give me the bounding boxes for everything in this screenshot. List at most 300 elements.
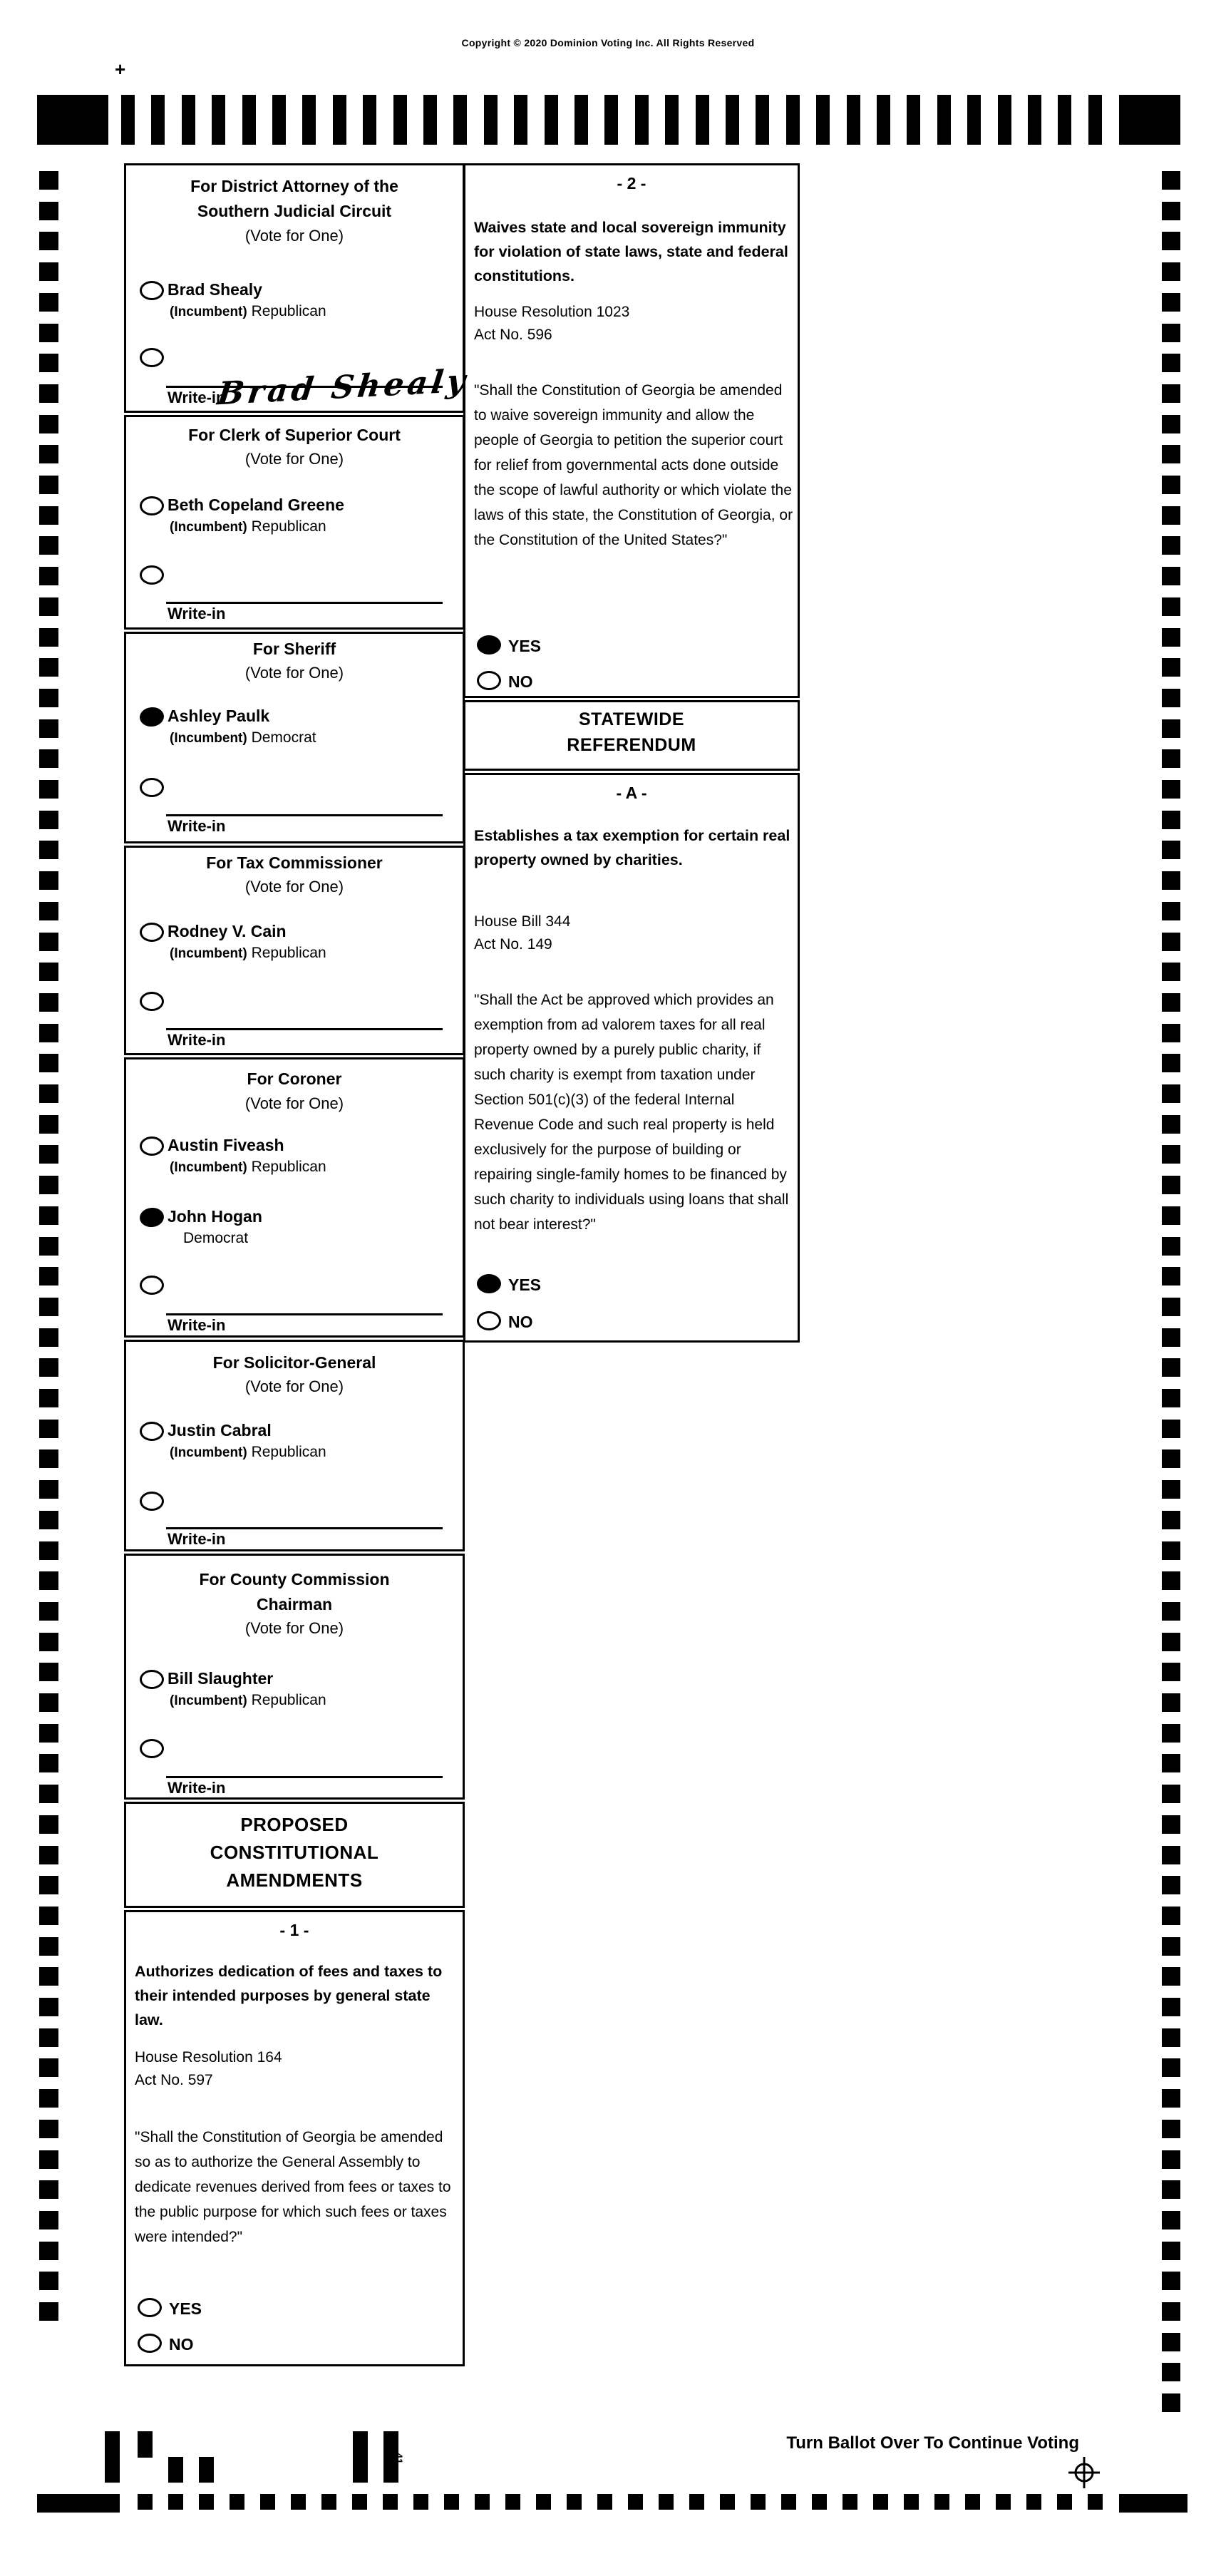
- candidate-detail: [170, 1692, 326, 1709]
- timing-mark: [1162, 1754, 1180, 1772]
- timing-mark: [37, 95, 108, 145]
- candidate-party: Republican: [251, 303, 326, 319]
- timing-mark: [816, 95, 830, 145]
- writein-label: Write-in: [168, 1031, 226, 1049]
- timing-mark: [1162, 171, 1180, 190]
- vote-instruction: (Vote for One): [244, 1377, 344, 1395]
- candidate-oval-ashley-paulk[interactable]: [139, 706, 165, 727]
- candidate-name: Bill Slaughter: [168, 1669, 274, 1688]
- candidate-name: Rodney V. Cain: [168, 922, 287, 940]
- timing-mark: [786, 95, 800, 145]
- timing-mark: [484, 95, 498, 145]
- candidate-name: Brad Shealy: [168, 280, 262, 299]
- incumbent-tag: (Incumbent): [170, 1160, 247, 1175]
- writein-label: Write-in: [168, 1530, 226, 1548]
- incumbent-tag: (Incumbent): [170, 520, 247, 535]
- timing-mark: [393, 95, 407, 145]
- writein-label: Write-in: [168, 389, 226, 406]
- timing-mark: [1088, 95, 1102, 145]
- timing-mark: [39, 597, 58, 616]
- yes-label: YES: [508, 637, 542, 655]
- contest-title: For District Attorney of the: [190, 177, 398, 195]
- timing-mark: [39, 171, 58, 190]
- timing-mark: [321, 2494, 336, 2510]
- timing-mark: [545, 95, 558, 145]
- barcode-bar: [168, 2457, 183, 2483]
- timing-mark: [39, 2058, 58, 2077]
- barcode-bar: [105, 2431, 120, 2483]
- timing-mark: [1162, 841, 1180, 859]
- timing-mark: [39, 1298, 58, 1316]
- timing-mark: [230, 2494, 244, 2510]
- timing-mark: [1162, 1389, 1180, 1407]
- timing-mark: [1162, 324, 1180, 342]
- candidate-detail: [170, 1159, 326, 1176]
- timing-mark: [1162, 993, 1180, 1012]
- no-oval[interactable]: [477, 1311, 501, 1330]
- timing-mark: [1162, 1206, 1180, 1225]
- writein-label: Write-in: [168, 817, 226, 835]
- contest-clerk-superior-court: [124, 415, 465, 630]
- timing-mark: [39, 1998, 58, 2016]
- measure-question: "Shall the Constitution of Georgia be amended so as to authorize the General Assembly to dedicate revenues derived from fees or taxes to the public purpose for which such fees or taxes were intended?": [135, 2129, 451, 2245]
- timing-mark: [665, 95, 679, 145]
- writein-handwriting: Brad Shealy: [215, 362, 471, 413]
- timing-mark: [39, 202, 58, 220]
- vote-instruction: (Vote for One): [244, 878, 344, 896]
- timing-mark: [1162, 811, 1180, 829]
- candidate-party: Republican: [251, 518, 326, 535]
- timing-mark: [1058, 95, 1071, 145]
- timing-mark: [1162, 871, 1180, 890]
- timing-mark: [39, 1206, 58, 1225]
- candidate-party: Republican: [251, 1692, 326, 1708]
- vote-instruction: (Vote for One): [244, 1619, 344, 1637]
- timing-mark: [39, 902, 58, 920]
- candidate-oval-bill-slaughter[interactable]: [140, 1670, 164, 1689]
- timing-mark: [39, 1024, 58, 1042]
- timing-mark: [151, 95, 165, 145]
- timing-mark: [1162, 1937, 1180, 1956]
- timing-mark: [1162, 354, 1180, 372]
- header-line: AMENDMENTS: [226, 1869, 363, 1891]
- timing-mark: [1162, 1267, 1180, 1286]
- incumbent-tag: (Incumbent): [170, 946, 247, 961]
- no-label: NO: [169, 2335, 194, 2354]
- timing-mark: [1162, 719, 1180, 738]
- timing-mark: [199, 2494, 214, 2510]
- measure-summary: Establishes a tax exemption for certain real property owned by charities.: [474, 827, 790, 868]
- contest-sheriff: [124, 632, 465, 843]
- contest-title: For Solicitor-General: [212, 1353, 376, 1372]
- stub-number: 41: [393, 2453, 405, 2464]
- no-oval[interactable]: [477, 671, 501, 690]
- timing-mark: [39, 262, 58, 281]
- measure-summary: Authorizes dedication of fees and taxes to their intended purposes by general state law.: [135, 1963, 443, 2028]
- timing-mark: [39, 993, 58, 1012]
- timing-mark: [39, 445, 58, 463]
- measure-reference: Act No. 596: [474, 327, 552, 343]
- timing-mark: [39, 1115, 58, 1134]
- timing-mark: [1162, 1511, 1180, 1529]
- timing-mark: [39, 2150, 58, 2169]
- writein-line[interactable]: [166, 1028, 443, 1030]
- yes-oval[interactable]: [138, 2298, 162, 2317]
- contest-county-commission-chairman: [124, 1554, 465, 1800]
- timing-mark: [1162, 232, 1180, 250]
- candidate-detail: [170, 303, 326, 320]
- timing-mark: [383, 2494, 398, 2510]
- timing-mark: [39, 384, 58, 403]
- measure-question: "Shall the Constitution of Georgia be amended to waive sovereign immunity and allow the people of Georgia to petition the superior court for relief from governmental acts done outside the scope of lawful authority or which violate the laws of this state, the Constitution of Georgia, or the Constitution of the United States?": [474, 382, 793, 548]
- yes-label: YES: [169, 2299, 202, 2318]
- candidate-name: Beth Copeland Greene: [168, 496, 344, 514]
- timing-mark: [212, 95, 225, 145]
- timing-mark: [1162, 1846, 1180, 1864]
- vote-instruction: (Vote for One): [244, 1094, 344, 1112]
- timing-mark: [1162, 597, 1180, 616]
- timing-mark: [720, 2494, 735, 2510]
- writein-oval[interactable]: [140, 778, 164, 797]
- timing-mark: [1057, 2494, 1072, 2510]
- timing-mark: [843, 2494, 857, 2510]
- timing-mark: [567, 2494, 582, 2510]
- timing-mark: [1162, 658, 1180, 677]
- timing-mark: [39, 536, 58, 555]
- timing-mark: [1162, 1785, 1180, 1803]
- timing-mark: [1162, 445, 1180, 463]
- writein-label: Write-in: [168, 1316, 226, 1334]
- timing-mark: [689, 2494, 704, 2510]
- timing-mark: [444, 2494, 459, 2510]
- timing-mark: [39, 689, 58, 707]
- contest-district-attorney: [124, 163, 471, 413]
- timing-mark: [272, 95, 286, 145]
- timing-mark: [39, 841, 58, 859]
- contest-tax-commissioner: [124, 846, 465, 1055]
- timing-mark: [39, 354, 58, 372]
- writein-line[interactable]: [166, 1527, 443, 1529]
- timing-mark: [39, 1176, 58, 1194]
- writein-oval[interactable]: [140, 565, 164, 585]
- incumbent-tag: (Incumbent): [170, 1445, 247, 1460]
- vote-instruction: (Vote for One): [244, 227, 344, 245]
- header-line: STATEWIDE: [578, 709, 684, 729]
- candidate-name: John Hogan: [168, 1207, 262, 1226]
- writein-oval[interactable]: [140, 992, 164, 1011]
- timing-mark: [39, 2120, 58, 2138]
- timing-mark: [1162, 1541, 1180, 1560]
- timing-mark: [168, 2494, 183, 2510]
- writein-oval[interactable]: [140, 1492, 164, 1511]
- timing-mark: [39, 1937, 58, 1956]
- timing-mark: [39, 1967, 58, 1986]
- candidate-detail: [170, 945, 326, 962]
- timing-mark: [1162, 1633, 1180, 1651]
- timing-mark: [39, 2180, 58, 2199]
- timing-mark: [756, 95, 769, 145]
- timing-mark: [39, 1815, 58, 1834]
- contest-title-line2: Chairman: [256, 1595, 333, 1613]
- candidate-oval-rodney-cain[interactable]: [140, 923, 164, 942]
- timing-mark: [39, 1602, 58, 1621]
- timing-mark: [1162, 2028, 1180, 2047]
- timing-mark: [242, 95, 256, 145]
- yes-oval[interactable]: [477, 1274, 501, 1293]
- vote-instruction: (Vote for One): [244, 450, 344, 468]
- timing-mark: [39, 2028, 58, 2047]
- timing-mark: [1162, 1602, 1180, 1621]
- writein-label: Write-in: [168, 605, 226, 622]
- turn-ballot-over-text: Turn Ballot Over To Continue Voting: [786, 2433, 1079, 2453]
- no-label: NO: [508, 672, 533, 691]
- timing-mark: [1162, 2333, 1180, 2351]
- header-line: PROPOSED: [240, 1814, 349, 1835]
- timing-mark: [877, 95, 890, 145]
- timing-mark: [904, 2494, 919, 2510]
- timing-mark: [1026, 2494, 1041, 2510]
- timing-mark: [1162, 536, 1180, 555]
- measure-number: - A -: [616, 784, 647, 802]
- candidate-name: Austin Fiveash: [168, 1136, 284, 1154]
- timing-mark: [39, 628, 58, 647]
- timing-mark: [39, 1907, 58, 1925]
- timing-mark: [39, 1663, 58, 1681]
- timing-mark: [39, 1084, 58, 1103]
- candidate-oval-brad-shealy[interactable]: [140, 281, 164, 300]
- timing-mark: [1162, 415, 1180, 433]
- timing-mark: [121, 95, 135, 145]
- measure-number: - 2 -: [617, 174, 646, 193]
- contest-title: For Sheriff: [252, 640, 336, 658]
- incumbent-tag: (Incumbent): [170, 731, 247, 746]
- timing-mark: [39, 232, 58, 250]
- timing-mark: [996, 2494, 1011, 2510]
- incumbent-tag: (Incumbent): [170, 304, 247, 319]
- timing-mark: [1162, 1571, 1180, 1590]
- barcode-bar: [353, 2431, 368, 2483]
- candidate-oval-john-hogan[interactable]: [139, 1206, 165, 1228]
- timing-mark: [39, 1754, 58, 1772]
- timing-mark: [696, 95, 709, 145]
- copyright-text: Copyright © 2020 Dominion Voting Inc. All Rights Reserved: [461, 37, 755, 48]
- timing-mark: [39, 2272, 58, 2290]
- timing-mark: [39, 1876, 58, 1894]
- timing-mark: [597, 2494, 612, 2510]
- timing-mark: [39, 1389, 58, 1407]
- timing-mark: [934, 2494, 949, 2510]
- measure-reference: House Resolution 164: [135, 2049, 282, 2066]
- timing-mark: [1162, 1998, 1180, 2016]
- timing-mark: [1162, 1358, 1180, 1377]
- timing-mark: [965, 2494, 980, 2510]
- timing-mark: [333, 95, 346, 145]
- timing-mark: [423, 95, 437, 145]
- timing-mark: [39, 324, 58, 342]
- timing-mark: [1162, 567, 1180, 585]
- timing-mark: [1162, 1876, 1180, 1894]
- writein-label: Write-in: [168, 1779, 226, 1797]
- timing-mark: [574, 95, 588, 145]
- contest-title: For Coroner: [247, 1069, 342, 1088]
- measure-reference: House Bill 344: [474, 913, 571, 930]
- timing-mark: [39, 780, 58, 799]
- timing-mark: [39, 1358, 58, 1377]
- candidate-party: Democrat: [251, 729, 316, 746]
- timing-mark: [39, 1633, 58, 1651]
- candidate-party: Republican: [251, 1444, 326, 1460]
- timing-mark: [39, 658, 58, 677]
- timing-mark: [1162, 689, 1180, 707]
- registration-plus-mark: +: [115, 58, 126, 80]
- timing-mark: [39, 1785, 58, 1803]
- candidate-detail: [170, 518, 326, 535]
- candidate-detail: [170, 729, 316, 746]
- timing-mark: [1162, 202, 1180, 220]
- timing-mark: [39, 1571, 58, 1590]
- header-line: REFERENDUM: [567, 735, 696, 755]
- timing-mark: [475, 2494, 490, 2510]
- timing-mark: [1162, 1907, 1180, 1925]
- timing-mark: [39, 2242, 58, 2260]
- timing-mark: [37, 2494, 120, 2513]
- measure-reference: House Resolution 1023: [474, 304, 630, 320]
- referendum-header: [463, 700, 800, 771]
- timing-mark: [1088, 2494, 1103, 2510]
- timing-mark: [1162, 1237, 1180, 1256]
- timing-mark: [1162, 1054, 1180, 1072]
- timing-mark: [1162, 2393, 1180, 2412]
- timing-mark: [39, 1541, 58, 1560]
- timing-mark: [39, 1449, 58, 1468]
- contest-solicitor-general: [124, 1340, 465, 1551]
- timing-mark: [182, 95, 195, 145]
- measure-amendment-2: [463, 163, 800, 698]
- timing-mark: [1162, 1449, 1180, 1468]
- timing-mark: [39, 719, 58, 738]
- timing-mark: [138, 2494, 153, 2510]
- barcode-bar: [199, 2457, 214, 2483]
- measure-referendum-a: [463, 773, 800, 1343]
- timing-mark: [604, 95, 618, 145]
- measure-number: - 1 -: [279, 1921, 309, 1939]
- contest-coroner: [124, 1057, 465, 1338]
- measure-question: "Shall the Act be approved which provides an exemption from ad valorem taxes for all real property owned by a purely public charity, if such charity is exempt from taxation under Section 501(c)(3) of the federal Internal Revenue Code and such real property is held exclusively for the purpose of building or repairing single-family homes to be financed by such charity to individuals using loans that shall not bear interest?": [474, 992, 789, 1233]
- timing-mark: [1162, 1298, 1180, 1316]
- timing-mark: [659, 2494, 674, 2510]
- timing-mark: [1162, 1967, 1180, 1986]
- timing-mark: [1028, 95, 1041, 145]
- candidate-oval-justin-cabral[interactable]: [140, 1422, 164, 1441]
- timing-mark: [1162, 1024, 1180, 1042]
- contest-title-line2: Southern Judicial Circuit: [197, 202, 392, 220]
- timing-mark: [1162, 2058, 1180, 2077]
- timing-mark: [1162, 1420, 1180, 1438]
- timing-mark: [514, 95, 527, 145]
- timing-mark: [39, 1267, 58, 1286]
- measure-reference: Act No. 149: [474, 936, 552, 953]
- timing-mark: [873, 2494, 888, 2510]
- writein-line[interactable]: [166, 602, 443, 604]
- timing-mark: [1162, 749, 1180, 768]
- timing-mark: [260, 2494, 275, 2510]
- timing-mark: [1162, 2363, 1180, 2381]
- candidate-name: Justin Cabral: [168, 1421, 272, 1440]
- timing-mark: [291, 2494, 306, 2510]
- vote-instruction: (Vote for One): [244, 664, 344, 682]
- header-line: CONSTITUTIONAL: [210, 1842, 379, 1863]
- timing-mark: [39, 1145, 58, 1164]
- timing-mark: [536, 2494, 551, 2510]
- candidate-party: Republican: [251, 1159, 326, 1175]
- timing-mark: [1162, 628, 1180, 647]
- timing-mark: [1162, 476, 1180, 494]
- timing-mark: [39, 293, 58, 312]
- writein-line[interactable]: [166, 814, 443, 816]
- timing-mark: [39, 1328, 58, 1347]
- timing-mark: [352, 2494, 367, 2510]
- candidate-oval-austin-fiveash[interactable]: [140, 1136, 164, 1156]
- timing-mark: [726, 95, 739, 145]
- writein-line[interactable]: [166, 1776, 443, 1778]
- timing-mark: [1162, 2242, 1180, 2260]
- timing-mark: [39, 2302, 58, 2321]
- timing-mark: [998, 95, 1011, 145]
- timing-mark: [1162, 262, 1180, 281]
- no-label: NO: [508, 1313, 533, 1331]
- timing-mark: [1162, 963, 1180, 981]
- timing-mark: [1162, 384, 1180, 403]
- timing-mark: [39, 476, 58, 494]
- timing-mark: [635, 95, 649, 145]
- writein-line[interactable]: [166, 1313, 443, 1315]
- timing-mark: [39, 506, 58, 525]
- timing-mark: [1162, 2150, 1180, 2169]
- incumbent-tag: (Incumbent): [170, 1693, 247, 1708]
- timing-mark: [1162, 1480, 1180, 1499]
- yes-oval[interactable]: [477, 635, 501, 655]
- timing-mark: [39, 1420, 58, 1438]
- candidate-party: Democrat: [183, 1230, 249, 1246]
- timing-mark: [1162, 933, 1180, 951]
- contest-title: For County Commission: [199, 1570, 390, 1589]
- writein-oval[interactable]: [140, 1739, 164, 1758]
- timing-mark: [1162, 780, 1180, 799]
- measure-reference: Act No. 597: [135, 2072, 213, 2088]
- timing-mark: [1162, 1815, 1180, 1834]
- timing-mark: [39, 963, 58, 981]
- timing-mark: [812, 2494, 827, 2510]
- timing-mark: [1162, 1145, 1180, 1164]
- writein-oval[interactable]: [140, 1276, 164, 1295]
- timing-mark: [1162, 1176, 1180, 1194]
- contest-title: For Tax Commissioner: [206, 853, 383, 872]
- writein-oval[interactable]: [140, 348, 164, 367]
- timing-mark: [39, 1480, 58, 1499]
- timing-mark: [1162, 2120, 1180, 2138]
- candidate-oval-beth-copeland-greene[interactable]: [140, 496, 164, 515]
- timing-mark: [1119, 95, 1180, 145]
- no-oval[interactable]: [138, 2334, 162, 2353]
- timing-mark: [39, 415, 58, 433]
- timing-mark: [505, 2494, 520, 2510]
- timing-mark: [302, 95, 316, 145]
- barcode-bar: [138, 2431, 153, 2458]
- timing-mark: [39, 749, 58, 768]
- timing-mark: [39, 1724, 58, 1743]
- timing-mark: [39, 567, 58, 585]
- timing-mark: [1162, 2302, 1180, 2321]
